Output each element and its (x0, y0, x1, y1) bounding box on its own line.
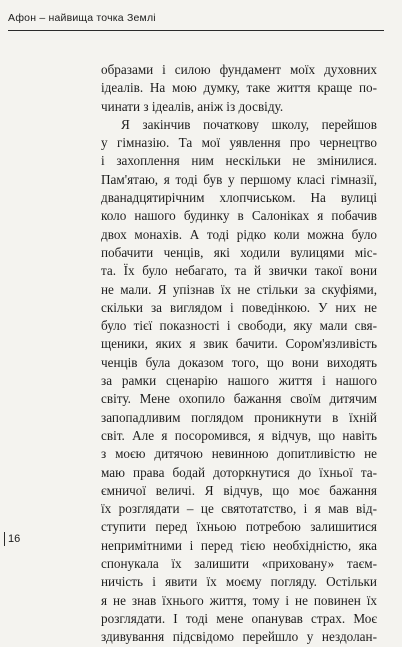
text-line: ченців була доказом того, що вони виходять (101, 354, 377, 370)
text-line: скільки за виглядом і поведінкою. У них не (101, 299, 377, 315)
text-line: розглядати. І тоді мене опанував страх. Моє (101, 610, 377, 626)
body-text (101, 61, 377, 647)
text-line: світ. Але я посоромився, я відчув, що навіть (101, 427, 377, 443)
text-line: запопадливим поглядом проникнути в їхній (101, 409, 377, 425)
text-line: я не знав їхнього життя, тому і не повинен їх (101, 592, 377, 608)
running-head-title: Афон – найвища точка Землі (8, 12, 156, 24)
text-line: з моєю дитячою невинною допитливістю не (101, 446, 377, 462)
text-line: у гімназію. Та мої уявлення про чернецтво (101, 135, 377, 151)
text-line: ідеалів. На мою думку, таке життя краще по- (101, 80, 377, 96)
running-head (8, 8, 384, 31)
text-line: побачити ченців, які ходили вулицями міс- (101, 244, 377, 260)
text-line: ємничої величі. Я відчув, що моє бажання (101, 482, 377, 498)
text-line: та. Їх було небагато, та й звички такої вони (101, 263, 377, 279)
text-line: двох монахів. А тоді рідко коли можна було (101, 226, 377, 242)
text-line: дванадцятирічним хлопчиськом. На вулиці (101, 190, 377, 206)
text-line: коло нашого будинку в Салоніках я побачив (101, 208, 377, 224)
text-line: ничість і явити їх моєму погляду. Остільки (101, 574, 377, 590)
text-line: ступити перед їхньою потребою залишитися (101, 519, 377, 535)
text-line: спонукала їх залишити «приховану» таєм- (101, 556, 377, 572)
text-line: світу. Мене охопило бажання своїм дитячим (101, 391, 377, 407)
text-line: щеники, яких я звик бачити. Сором'язливість (101, 336, 377, 352)
text-line: образами і силою фундамент моїх духовних (101, 62, 377, 77)
text-line: було тієї показності і свободи, яку мали свя- (101, 318, 377, 334)
text-line: непримітними і перед тією необхідністю, яка (101, 537, 377, 553)
text-line: їх розглядати – це святотатство, і я мав від- (101, 501, 377, 517)
text-line: за рамки сценарію нашого життя і нашого (101, 373, 377, 389)
text-line: здивування підсвідомо перейшло у нездолан- (101, 629, 377, 645)
text-line: не мали. Я упізнав їх не стільки за скуфіями, (101, 281, 377, 297)
text-line: Пам'ятаю, я тоді був у першому класі гімназії, (101, 171, 377, 187)
text-line: і захоплення ним нескільки не змінилися. (101, 153, 377, 169)
page-number: 16 (4, 532, 20, 546)
text-line: чинати з ідеалів, аніж із досвіду. (101, 98, 284, 114)
text-line: маю права бодай доторкнутися до їхньої та- (101, 464, 377, 480)
text-line: Я закінчив початкову школу, перейшов (121, 116, 377, 132)
